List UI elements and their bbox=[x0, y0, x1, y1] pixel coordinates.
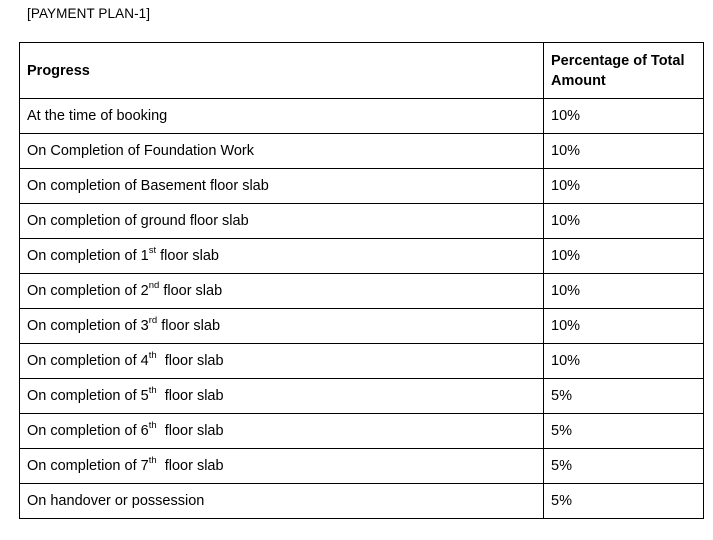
table-row bbox=[20, 204, 704, 239]
progress-cell: On completion of ground floor slab bbox=[20, 204, 544, 239]
progress-cell: On completion of 5th floor slab bbox=[20, 379, 544, 414]
payment-plan-table bbox=[19, 42, 704, 519]
progress-cell: On completion of 4th floor slab bbox=[20, 344, 544, 379]
table-row bbox=[20, 449, 704, 484]
table-row bbox=[20, 484, 704, 519]
plan-title: [PAYMENT PLAN-1] bbox=[27, 6, 151, 21]
percentage-cell: 10% bbox=[544, 309, 704, 344]
progress-cell: At the time of booking bbox=[20, 99, 544, 134]
percentage-cell: 10% bbox=[544, 344, 704, 379]
table-row bbox=[20, 239, 704, 274]
percentage-cell: 5% bbox=[544, 379, 704, 414]
table-header-row bbox=[20, 43, 704, 99]
progress-cell: On Completion of Foundation Work bbox=[20, 134, 544, 169]
percentage-cell: 5% bbox=[544, 414, 704, 449]
table-row bbox=[20, 309, 704, 344]
table-row bbox=[20, 274, 704, 309]
progress-cell: On completion of Basement floor slab bbox=[20, 169, 544, 204]
progress-cell: On completion of 7th floor slab bbox=[20, 449, 544, 484]
progress-cell: On completion of 2nd floor slab bbox=[20, 274, 544, 309]
percentage-cell: 10% bbox=[544, 274, 704, 309]
table-row bbox=[20, 344, 704, 379]
progress-cell: On handover or possession bbox=[20, 484, 544, 519]
table-row bbox=[20, 99, 704, 134]
progress-cell: On completion of 3rd floor slab bbox=[20, 309, 544, 344]
percentage-cell: 10% bbox=[544, 134, 704, 169]
percentage-cell: 10% bbox=[544, 204, 704, 239]
table-row bbox=[20, 169, 704, 204]
header-progress: Progress bbox=[20, 43, 544, 99]
progress-cell: On completion of 1st floor slab bbox=[20, 239, 544, 274]
percentage-cell: 5% bbox=[544, 484, 704, 519]
percentage-cell: 10% bbox=[544, 169, 704, 204]
table-row bbox=[20, 379, 704, 414]
progress-cell: On completion of 6th floor slab bbox=[20, 414, 544, 449]
table-row bbox=[20, 414, 704, 449]
percentage-cell: 10% bbox=[544, 239, 704, 274]
percentage-cell: 5% bbox=[544, 449, 704, 484]
percentage-cell: 10% bbox=[544, 99, 704, 134]
table-row bbox=[20, 134, 704, 169]
header-percentage: Percentage of Total Amount bbox=[544, 43, 704, 99]
